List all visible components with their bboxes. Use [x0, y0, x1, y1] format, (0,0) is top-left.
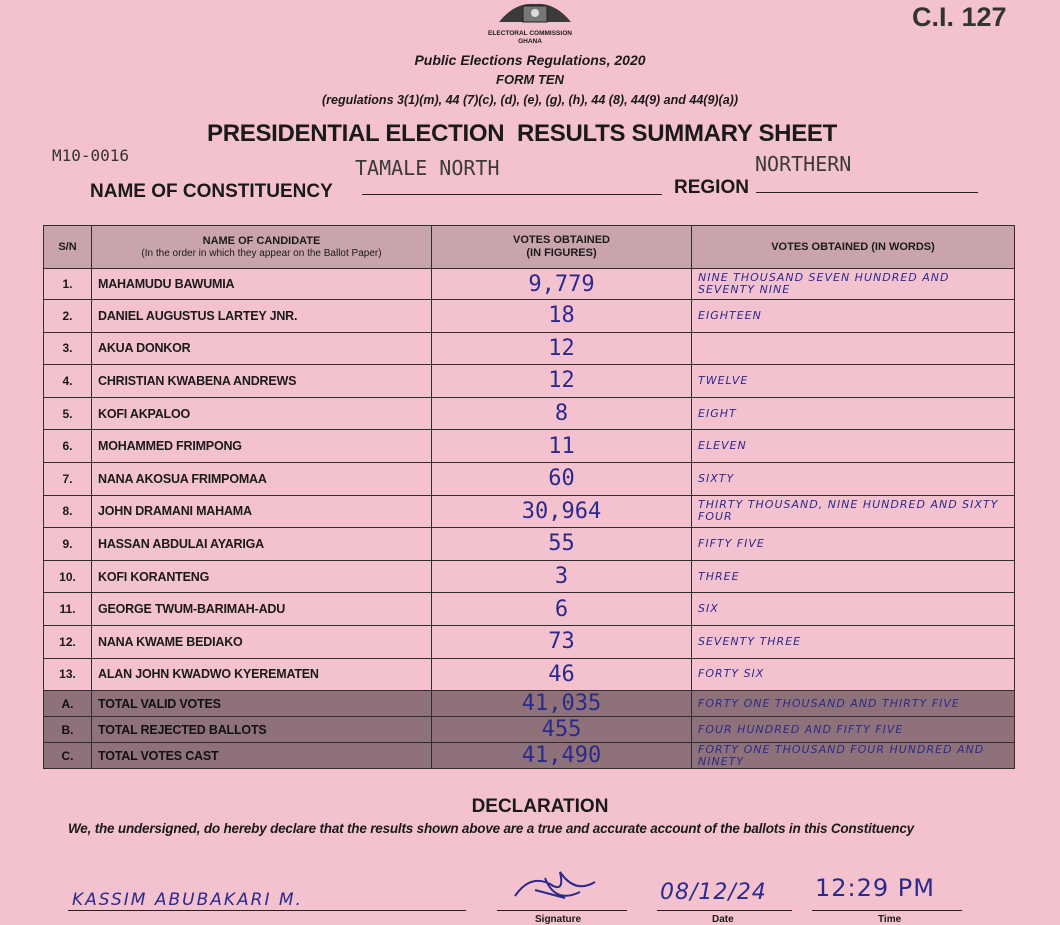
row-sn: 2.	[44, 300, 92, 333]
table-row	[44, 495, 1015, 528]
row-sn: 12.	[44, 625, 92, 658]
total-row	[44, 717, 1015, 743]
candidate-name: DANIEL AUGUSTUS LARTEY JNR.	[92, 300, 432, 333]
header-name-title: NAME OF CANDIDATE	[202, 234, 321, 247]
row-sn: 4.	[44, 365, 92, 398]
results-table	[43, 225, 1015, 769]
signature-label: Signature	[535, 914, 582, 925]
table-row	[44, 528, 1015, 561]
region-label: REGION	[674, 177, 749, 198]
row-sn: 1.	[44, 269, 92, 300]
date-value: 08/12/24	[660, 880, 767, 905]
candidate-name: KOFI KORANTENG	[92, 560, 432, 593]
row-sn: A.	[44, 691, 92, 717]
votes-figures: 11	[432, 430, 692, 463]
commission-line1: ELECTORAL COMMISSION	[488, 30, 572, 37]
votes-words: TWELVE	[692, 365, 1015, 398]
officer-name: KASSIM ABUBAKARI M.	[72, 890, 303, 910]
votes-words: FORTY ONE THOUSAND FOUR HUNDRED AND NINETY	[692, 743, 1015, 769]
candidate-name: NANA KWAME BEDIAKO	[92, 625, 432, 658]
table-row	[44, 658, 1015, 691]
votes-words: THREE	[692, 560, 1015, 593]
row-sn: 3.	[44, 332, 92, 365]
table-row	[44, 430, 1015, 463]
table-row	[44, 300, 1015, 333]
serial-code: M10-0016	[52, 146, 130, 165]
time-value: 12:29 PM	[815, 874, 935, 902]
votes-figures: 6	[432, 593, 692, 626]
header-name-sub: (In the order in which they appear on the Ballot Paper)	[141, 247, 382, 259]
header-figures-title: VOTES OBTAINED	[513, 234, 610, 247]
signature-underline	[497, 896, 627, 911]
constituency-value: TAMALE NORTH	[355, 156, 500, 180]
votes-figures: 73	[432, 625, 692, 658]
candidate-name: AKUA DONKOR	[92, 332, 432, 365]
votes-figures: 46	[432, 658, 692, 691]
table-row	[44, 397, 1015, 430]
votes-words: SIXTY	[692, 462, 1015, 495]
regulations-title: Public Elections Regulations, 2020	[414, 52, 646, 68]
votes-words: NINE THOUSAND SEVEN HUNDRED AND SEVENTY NINE	[692, 269, 1015, 300]
time-underline	[812, 896, 962, 911]
row-sn: 9.	[44, 528, 92, 561]
form-name: FORM TEN	[496, 72, 564, 87]
votes-figures: 12	[432, 332, 692, 365]
form-code: C.I. 127	[912, 2, 1007, 32]
header-words: VOTES OBTAINED (IN WORDS)	[692, 226, 1015, 269]
time-label: Time	[878, 914, 902, 925]
candidate-name: JOHN DRAMANI MAHAMA	[92, 495, 432, 528]
row-sn: 11.	[44, 593, 92, 626]
commission-line2: GHANA	[518, 38, 542, 45]
coat-of-arms-emblem	[495, 0, 575, 28]
row-sn: 8.	[44, 495, 92, 528]
candidate-name: KOFI AKPALOO	[92, 397, 432, 430]
header-sn: S/N	[44, 226, 92, 269]
votes-words: FIFTY FIVE	[692, 528, 1015, 561]
votes-figures: 18	[432, 300, 692, 333]
votes-words: FOUR HUNDRED AND FIFTY FIVE	[692, 717, 1015, 743]
date-underline	[657, 896, 792, 911]
votes-figures: 55	[432, 528, 692, 561]
date-label: Date	[712, 914, 734, 925]
row-sn: 5.	[44, 397, 92, 430]
candidate-name: TOTAL VOTES CAST	[92, 743, 432, 769]
table-row	[44, 332, 1015, 365]
header-name	[92, 226, 432, 269]
candidate-name: ALAN JOHN KWADWO KYEREMATEN	[92, 658, 432, 691]
votes-figures: 41,490	[432, 743, 692, 769]
table-header-row	[44, 226, 1015, 269]
constituency-label: NAME OF CONSTITUENCY	[90, 181, 333, 202]
candidate-name: TOTAL REJECTED BALLOTS	[92, 717, 432, 743]
table-row	[44, 269, 1015, 300]
candidate-name: NANA AKOSUA FRIMPOMAA	[92, 462, 432, 495]
votes-words: SIX	[692, 593, 1015, 626]
header-figures-sub: (IN FIGURES)	[526, 247, 597, 259]
sheet-title: PRESIDENTIAL ELECTION RESULTS SUMMARY SHEET	[207, 120, 837, 147]
row-sn: 10.	[44, 560, 92, 593]
votes-words	[692, 332, 1015, 365]
votes-figures: 41,035	[432, 691, 692, 717]
table-row	[44, 365, 1015, 398]
votes-words: EIGHTEEN	[692, 300, 1015, 333]
regulations-ref: (regulations 3(1)(m), 44 (7)(c), (d), (e), (g), (h), 44 (8), 44(9) and 44(9)(a))	[321, 93, 738, 107]
declaration-text: We, the undersigned, do hereby declare that the results shown above are a true and accurate account of the ballots in this Constituency	[68, 821, 914, 836]
row-sn: 6.	[44, 430, 92, 463]
candidate-name: CHRISTIAN KWABENA ANDREWS	[92, 365, 432, 398]
votes-words: SEVENTY THREE	[692, 625, 1015, 658]
officer-name-underline	[68, 896, 466, 911]
candidate-name: HASSAN ABDULAI AYARIGA	[92, 528, 432, 561]
candidate-name: MAHAMUDU BAWUMIA	[92, 269, 432, 300]
votes-words: FORTY SIX	[692, 658, 1015, 691]
votes-figures: 455	[432, 717, 692, 743]
row-sn: 13.	[44, 658, 92, 691]
region-underline	[756, 174, 978, 193]
table-row	[44, 593, 1015, 626]
votes-figures: 9,779	[432, 269, 692, 300]
row-sn: B.	[44, 717, 92, 743]
region-value: NORTHERN	[755, 152, 852, 176]
votes-figures: 3	[432, 560, 692, 593]
votes-words: THIRTY THOUSAND, NINE HUNDRED AND SIXTY FOUR	[692, 495, 1015, 528]
votes-figures: 30,964	[432, 495, 692, 528]
total-row	[44, 743, 1015, 769]
table-row	[44, 625, 1015, 658]
candidate-name: GEORGE TWUM-BARIMAH-ADU	[92, 593, 432, 626]
votes-figures: 8	[432, 397, 692, 430]
row-sn: 7.	[44, 462, 92, 495]
table-row	[44, 560, 1015, 593]
row-sn: C.	[44, 743, 92, 769]
constituency-underline	[362, 176, 662, 195]
candidate-name: TOTAL VALID VOTES	[92, 691, 432, 717]
total-row	[44, 691, 1015, 717]
declaration-title: DECLARATION	[471, 796, 609, 817]
votes-words: ELEVEN	[692, 430, 1015, 463]
header-figures	[432, 226, 692, 269]
table-row	[44, 462, 1015, 495]
votes-figures: 12	[432, 365, 692, 398]
votes-words: FORTY ONE THOUSAND AND THIRTY FIVE	[692, 691, 1015, 717]
votes-words: EIGHT	[692, 397, 1015, 430]
votes-figures: 60	[432, 462, 692, 495]
candidate-name: MOHAMMED FRIMPONG	[92, 430, 432, 463]
